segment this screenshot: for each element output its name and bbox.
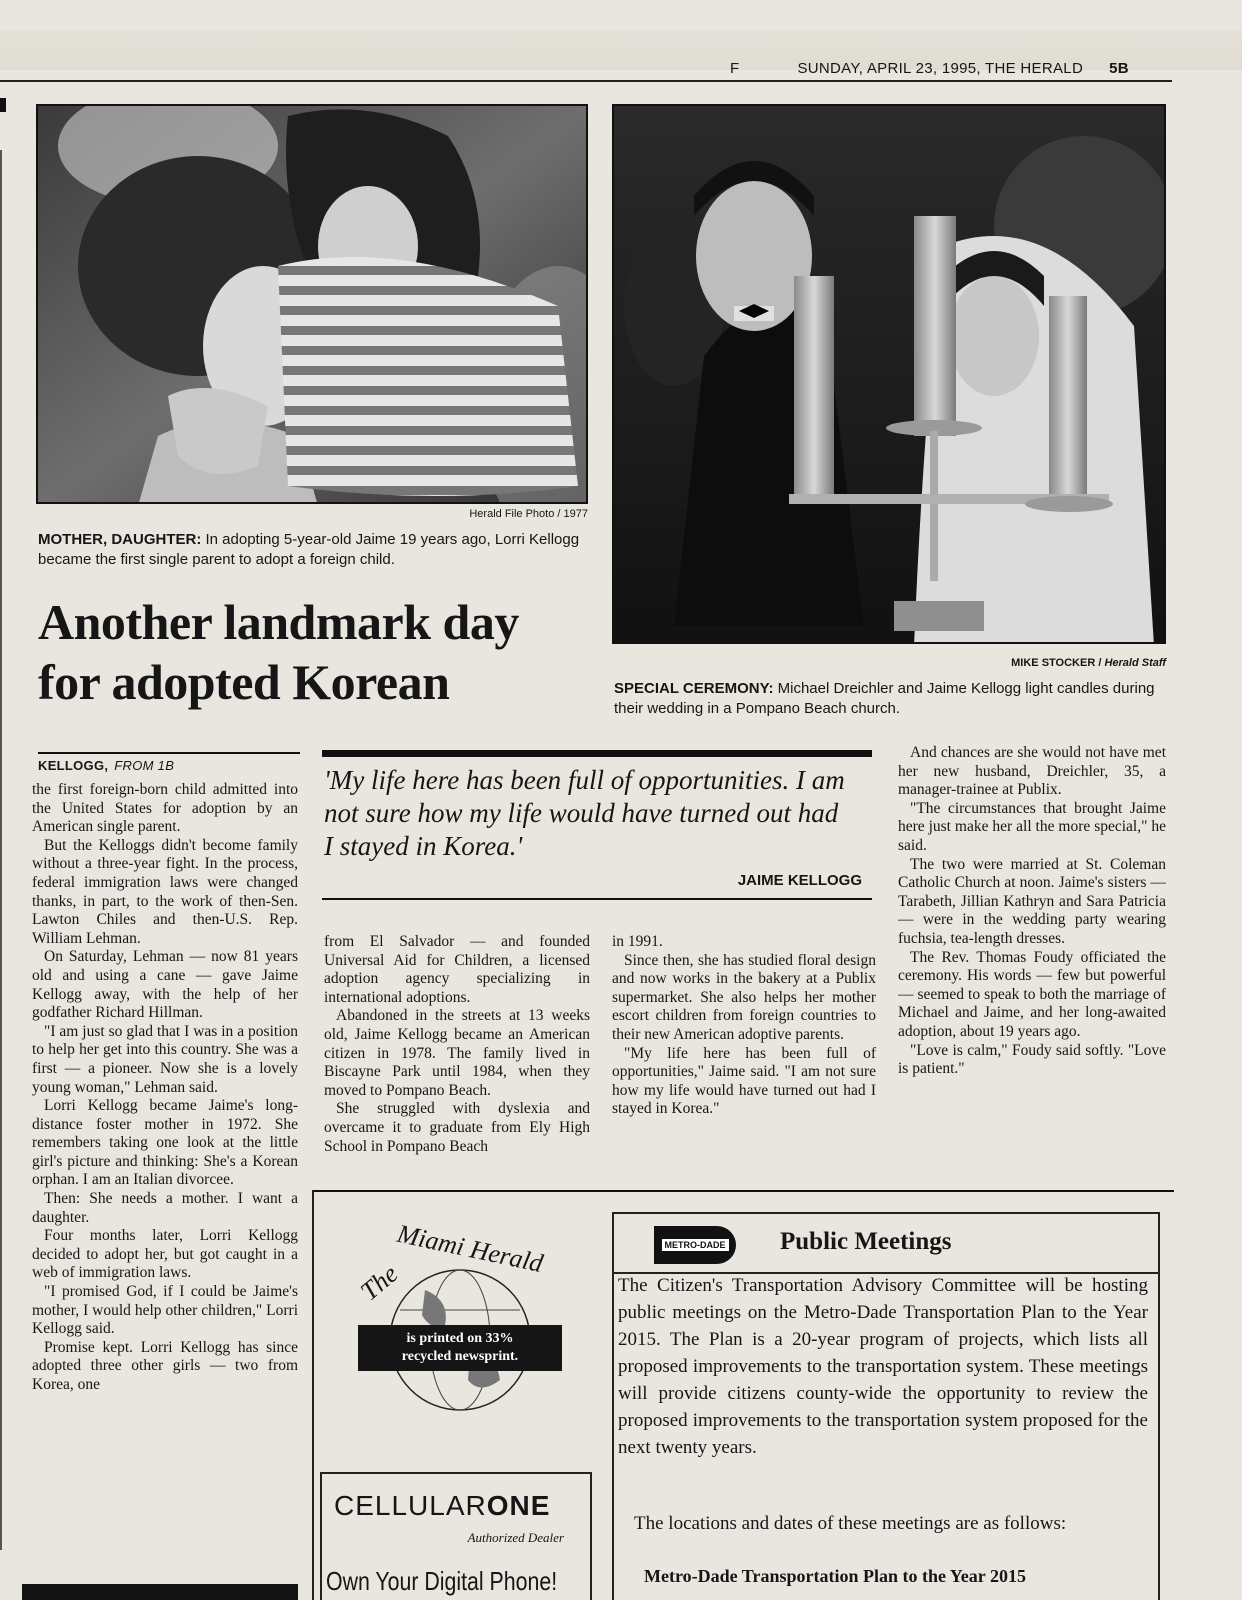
article-paragraph: Since then, she has studied floral design and now works in the bakery at a Publix supermarket. She also helps her mother escort children from foreign countries to their new American adoptive parents. xyxy=(612,951,876,1043)
public-meetings-notice xyxy=(612,1212,1160,1600)
photo-mother-daughter xyxy=(36,104,588,504)
public-meetings-body: The Citizen's Transportation Advisory Committee will be hosting public meetings on the Metro-Dade Transportation Plan to the Year 2015. The Plan is a 20-year program of projects, which lists all proposed improvements to the transportation system. These meetings will provide citizens county-wide the opportunity to review the proposed improvements to the transportation system proposed for the next twenty years. xyxy=(618,1275,1148,1458)
article-paragraph: The two were married at St. Coleman Catholic Church at noon. Jaime's sisters — Tarabeth, Jillian Kathryn and Sara Patricia — were in the wedding party wearing fuchsia, tea-length dresses. xyxy=(898,855,1166,947)
article-paragraph: On Saturday, Lehman — now 81 years old and using a cane — gave Jaime Kellogg away, with the help of her godfather Richard Hillman. xyxy=(32,948,298,1022)
article-column-2 xyxy=(324,933,590,1183)
article-column-4 xyxy=(898,744,1166,1180)
pull-quote-top-rule xyxy=(322,750,872,757)
article-paragraph: "I promised God, if I could be Jaime's mother, I would help other children," Lorri Kellogg said. xyxy=(32,1283,298,1338)
headline-line-2: for adopted Korean xyxy=(38,654,450,710)
cellular-one-logo xyxy=(334,1490,550,1522)
article-paragraph: She struggled with dyslexia and overcame it to graduate from Ely High School in Pompano Beach xyxy=(324,1100,590,1155)
public-meetings-title: Public Meetings xyxy=(780,1228,952,1255)
cellular-one-ad xyxy=(320,1472,592,1600)
caption-lead: SPECIAL CEREMONY: xyxy=(614,680,774,697)
herald-name: Miami Herald xyxy=(394,1218,546,1279)
plan-title: Metro-Dade Transportation Plan to the Year 2015 xyxy=(644,1566,1026,1586)
photo-credit-left: Herald File Photo / 1977 xyxy=(469,508,588,520)
article-paragraph: "My life here has been full of opportunities," Jaime said. "I am not sure how my life would have turned out had I stayed in Korea." xyxy=(612,1044,876,1118)
page-folio xyxy=(730,60,1170,77)
pull-quote-bottom-rule xyxy=(322,898,872,900)
article-column-3 xyxy=(612,933,876,1183)
public-meetings-locations: The locations and dates of these meetings are as follows: xyxy=(634,1513,1067,1534)
article-paragraph: in 1991. xyxy=(612,933,663,950)
caption-text: Michael Dreichler and Jaime Kellogg light candles during their wedding in a Pompano Beach church. xyxy=(614,680,1155,717)
jump-line xyxy=(38,758,300,773)
metro-dade-logo-text: METRO-DADE xyxy=(662,1239,729,1251)
photographer-org: Herald Staff xyxy=(1104,657,1166,669)
ad-section-rule xyxy=(312,1190,1174,1192)
article-paragraph: Four months later, Lorri Kellogg decided to adopt her, but got caught in a web of immigration laws. xyxy=(32,1227,298,1282)
cellular-tagline: Own Your Digital Phone! xyxy=(326,1566,558,1596)
photo-credit-right: MIKE STOCKER / Herald Staff xyxy=(1011,657,1166,669)
article-paragraph: "Love is calm," Foudy said softly. "Love is patient." xyxy=(898,1041,1166,1078)
left-column-rule xyxy=(0,150,2,1550)
article-paragraph: from El Salvador — and founded Universal Aid for Children, a licensed adoption agency specializing in international adoptions. xyxy=(324,933,590,1006)
jump-from: KELLOGG, xyxy=(38,758,109,773)
herald-the: The xyxy=(354,1258,404,1307)
article-paragraph: "The circumstances that brought Jaime here just make her all the more special," he said. xyxy=(898,799,1166,854)
jump-rule xyxy=(38,752,300,754)
cellular-dealer: Authorized Dealer xyxy=(467,1530,564,1545)
metro-dade-logo xyxy=(654,1226,736,1264)
caption-special-ceremony xyxy=(614,679,1162,719)
crop-mark xyxy=(0,98,6,112)
miami-herald-recycled-ad xyxy=(330,1218,590,1430)
article-paragraph: But the Kelloggs didn't become family without a three-year fight. In the process, federal immigration laws were changed thanks, in part, to the work of then-Sen. Lawton Chiles and then-U.S. Rep. William Lehman. xyxy=(32,836,298,947)
cellular-brand-bold: ONE xyxy=(486,1490,551,1521)
headline-line-1: Another landmark day xyxy=(38,594,519,650)
top-rule xyxy=(0,80,1172,82)
jump-ref: FROM 1B xyxy=(114,758,175,773)
pull-quote-text: 'My life here has been full of opportunities. I am not sure how my life would have turned out had I stayed in Korea.' xyxy=(324,765,845,861)
article-paragraph: the first foreign-born child admitted into the United States for adoption by an American single parent. xyxy=(32,781,298,836)
photo-wedding-ceremony xyxy=(612,104,1166,644)
cut-off-ad-banner xyxy=(22,1584,298,1600)
caption-lead: MOTHER, DAUGHTER: xyxy=(38,531,202,548)
article-paragraph: Promise kept. Lorri Kellogg has since adopted three other girls — two from Korea, one xyxy=(32,1338,298,1393)
ad-divider xyxy=(312,1190,314,1600)
caption-text: In adopting 5-year-old Jaime 19 years ago, Lorri Kellogg became the first single parent to adopt a foreign child. xyxy=(38,531,580,568)
herald-recycled-banner xyxy=(358,1325,562,1371)
photographer-name: MIKE STOCKER xyxy=(1011,657,1096,669)
article-column-1 xyxy=(32,781,298,1525)
article-paragraph: "I am just so glad that I was in a position to help her get into this country. She was a first — a pioneer. Now she is a lovely young woman," Lehman said. xyxy=(32,1022,298,1096)
folio-page-number: 5B xyxy=(1109,60,1129,77)
article-paragraph: Lorri Kellogg became Jaime's long-distance foster mother in 1972. She remembers taking one look at the little girl's picture and thinking: She's a Korean orphan. I am an Italian divorcee. xyxy=(32,1097,298,1189)
folio-section: F xyxy=(730,60,740,77)
folio-dateline: SUNDAY, APRIL 23, 1995, THE HERALD xyxy=(797,60,1084,77)
story-headline xyxy=(38,592,598,712)
caption-mother-daughter xyxy=(38,530,598,570)
herald-banner-line-1: is printed on 33% xyxy=(406,1331,514,1346)
pull-quote-attribution: JAIME KELLOGG xyxy=(737,872,862,889)
article-paragraph: The Rev. Thomas Foudy officiated the ceremony. His words — few but powerful — seemed to speak to both the marriage of Michael and Jaime, and her long-awaited adoption, about 19 years ago. xyxy=(898,948,1166,1040)
article-paragraph: Abandoned in the streets at 13 weeks old, Jaime Kellogg became an American citizen in 1978. The family lived in Biscayne Park until 1984, when they moved to Pompano Beach. xyxy=(324,1007,590,1099)
herald-banner-line-2: recycled newsprint. xyxy=(401,1349,519,1364)
cellular-brand-light: CELLULAR xyxy=(334,1490,487,1521)
article-paragraph: Then: She needs a mother. I want a daughter. xyxy=(32,1190,298,1226)
article-paragraph: And chances are she would not have met her new husband, Dreichler, 35, a manager-trainee at Publix. xyxy=(898,744,1166,799)
